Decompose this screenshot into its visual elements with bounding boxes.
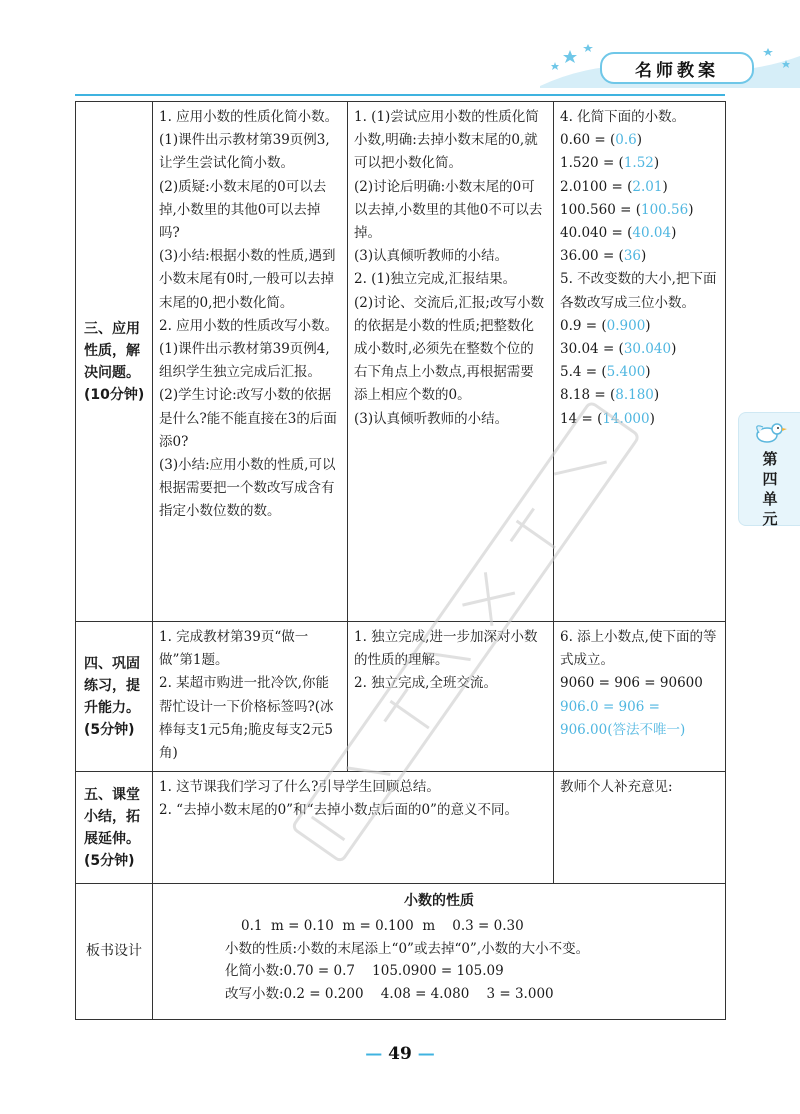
exercise-column (554, 622, 726, 772)
exercise-item (560, 384, 719, 407)
text-line: 1. 独立完成,进一步加深对小数的性质的理解。 (354, 629, 538, 669)
text-line: (1)课件出示教材第39页例4,组织学生独立完成后汇报。 (159, 341, 330, 381)
page-number-footer (0, 1044, 800, 1064)
text-line: (2)质疑:小数末尾的0可以去掉,小数里的其他0可以去掉吗? (159, 178, 327, 242)
board-label: 板书设计 (76, 884, 153, 1020)
paren-close: ) (653, 155, 660, 172)
text-line: (3)认真倾听教师的小结。 (354, 248, 509, 265)
question-text: 40.040 = ( (560, 225, 633, 242)
exercise-item (560, 152, 719, 175)
answer-text: 36 (623, 248, 641, 265)
dash-left: — (365, 1044, 389, 1064)
exercise-column (554, 102, 726, 622)
unit-label: 第四单元 (762, 450, 778, 528)
paren-close: ) (641, 248, 647, 265)
paren-close: ) (671, 341, 677, 358)
exercise-item (560, 129, 719, 152)
question-text: 36.00 = ( (560, 248, 624, 265)
text-line: 2. 某超市购进一批冷饮,你能帮忙设计一下价格标签吗?(冰棒每支1元5角;脆皮每支2元5角) (159, 675, 334, 762)
phase-label: 五、课堂小结，拓展延伸。(5分钟) (76, 772, 153, 884)
answer-text: 100.56 (641, 201, 689, 218)
answer-text: 40.04 (632, 225, 672, 242)
lesson-table (75, 101, 726, 1020)
board-title: 小数的性质 (404, 893, 474, 909)
board-content (153, 884, 726, 1020)
exercise-item (560, 245, 719, 268)
exercise-item (560, 222, 719, 245)
board-line: 小数的性质:小数的末尾添上“0”或去掉“0”,小数的大小不变。 (225, 940, 590, 957)
text-line: 1. 完成教材第39页“做一做”第1题。 (159, 629, 309, 669)
board-line: 化简小数:0.70 = 0.7 105.0900 = 105.09 (225, 963, 504, 980)
text-line: (2)讨论后明确:小数末尾的0可以去掉,小数里的其他0不可以去掉。 (354, 178, 543, 242)
question-text: 5.4 = ( (560, 364, 607, 381)
paren-close: ) (645, 317, 651, 334)
dash-right: — (411, 1044, 435, 1064)
text-line: 2. 独立完成,全班交流。 (354, 675, 497, 692)
exercise-equation: 9060 = 906 = 90600 (560, 675, 703, 692)
exercise-intro: 6. 添上小数点,使下面的等式成立。 (560, 629, 717, 669)
answer-text: 2.01 (632, 178, 663, 195)
answer-text: 1.52 (623, 155, 654, 172)
teacher-activity (153, 622, 348, 772)
exercise-intro: 5. 不改变数的大小,把下面各数改写成三位小数。 (560, 271, 717, 311)
answer-text: 8.180 (615, 387, 654, 404)
text-line: (2)讨论、交流后,汇报;改写小数的依据是小数的性质;把整数化成小数时,必须先在整数个位的右下角点上小数点,再根据需要添上相应个数的0。 (354, 294, 544, 404)
exercise-item (560, 176, 719, 199)
unit-tab (738, 412, 800, 526)
paren-close: ) (662, 178, 668, 195)
paren-close: ) (636, 132, 642, 149)
student-activity (348, 622, 554, 772)
question-text: 2.0100 = ( (560, 178, 633, 195)
bird-icon (749, 419, 789, 445)
question-text: 0.9 = ( (560, 317, 607, 334)
text-line: (3)小结:应用小数的性质,可以根据需要把一个数改写成含有指定小数位数的数。 (159, 457, 336, 520)
question-text: 100.560 = ( (560, 201, 641, 218)
answer-text: 0.6 (615, 132, 637, 149)
text-line: 1. 应用小数的性质化简小数。 (159, 109, 339, 125)
phase-label: 三、应用性质，解决问题。(10分钟) (76, 102, 153, 622)
brand-badge: 名师教案 (600, 52, 754, 84)
question-text: 14 = ( (560, 410, 603, 427)
teacher-activity (153, 102, 348, 622)
answer-text: 0.900 (606, 317, 646, 334)
page-number: 49 (388, 1044, 412, 1064)
teacher-note: 教师个人补充意见: (554, 772, 726, 884)
question-text: 0.60 = ( (560, 132, 616, 149)
paren-close: ) (688, 201, 694, 218)
exercise-item (560, 315, 719, 338)
text-line: (3)小结:根据小数的性质,遇到小数末尾有0时,一般可以去掉末尾的0,把小数化简。 (159, 248, 336, 311)
text-line: 2. 应用小数的性质改写小数。 (159, 317, 339, 334)
paren-close: ) (671, 225, 677, 242)
table-row (76, 884, 726, 1020)
teacher-activity (153, 772, 554, 884)
text-line: (2)学生讨论:改写小数的依据是什么?能不能直接在3的后面添0? (159, 387, 337, 450)
exercise-item (560, 361, 719, 384)
answer-text: 906.0 = 906 = 906.00(答法不唯一) (560, 698, 686, 738)
text-line: 2. (1)独立完成,汇报结果。 (354, 271, 517, 288)
exercise-item (560, 338, 719, 361)
phase-label: 四、巩固练习，提升能力。(5分钟) (76, 622, 153, 772)
paren-close: ) (649, 410, 655, 427)
text-line: 2. “去掉小数末尾的0”和“去掉小数点后面的0”的意义不同。 (159, 802, 518, 819)
table-row (76, 772, 726, 884)
student-activity (348, 102, 554, 622)
paren-close: ) (653, 387, 660, 404)
answer-text: 30.040 (623, 341, 672, 358)
board-line: 改写小数:0.2 = 0.200 4.08 = 4.080 3 = 3.000 (225, 985, 554, 1002)
exercise-item (560, 199, 719, 222)
text-line: (1)课件出示教材第39页例3,让学生尝试化简小数。 (159, 132, 330, 172)
exercise-item (560, 408, 719, 431)
board-line: 0.1 m = 0.10 m = 0.100 m 0.3 = 0.30 (241, 918, 524, 935)
text-line: (3)认真倾听教师的小结。 (354, 410, 509, 427)
text-line: 1. 这节课我们学习了什么?引导学生回顾总结。 (159, 779, 440, 795)
text-line: 1. (1)尝试应用小数的性质化简小数,明确:去掉小数末尾的0,就可以把小数化简。 (354, 109, 539, 172)
header-rule (75, 94, 725, 96)
question-text: 8.18 = ( (560, 387, 616, 404)
answer-text: 14.000 (602, 410, 650, 427)
table-row (76, 102, 726, 622)
answer-text: 5.400 (606, 364, 646, 381)
exercise-intro: 4. 化简下面的小数。 (560, 109, 686, 125)
question-text: 1.520 = ( (560, 155, 624, 172)
table-row (76, 622, 726, 772)
paren-close: ) (645, 364, 651, 381)
question-text: 30.04 = ( (560, 341, 624, 358)
